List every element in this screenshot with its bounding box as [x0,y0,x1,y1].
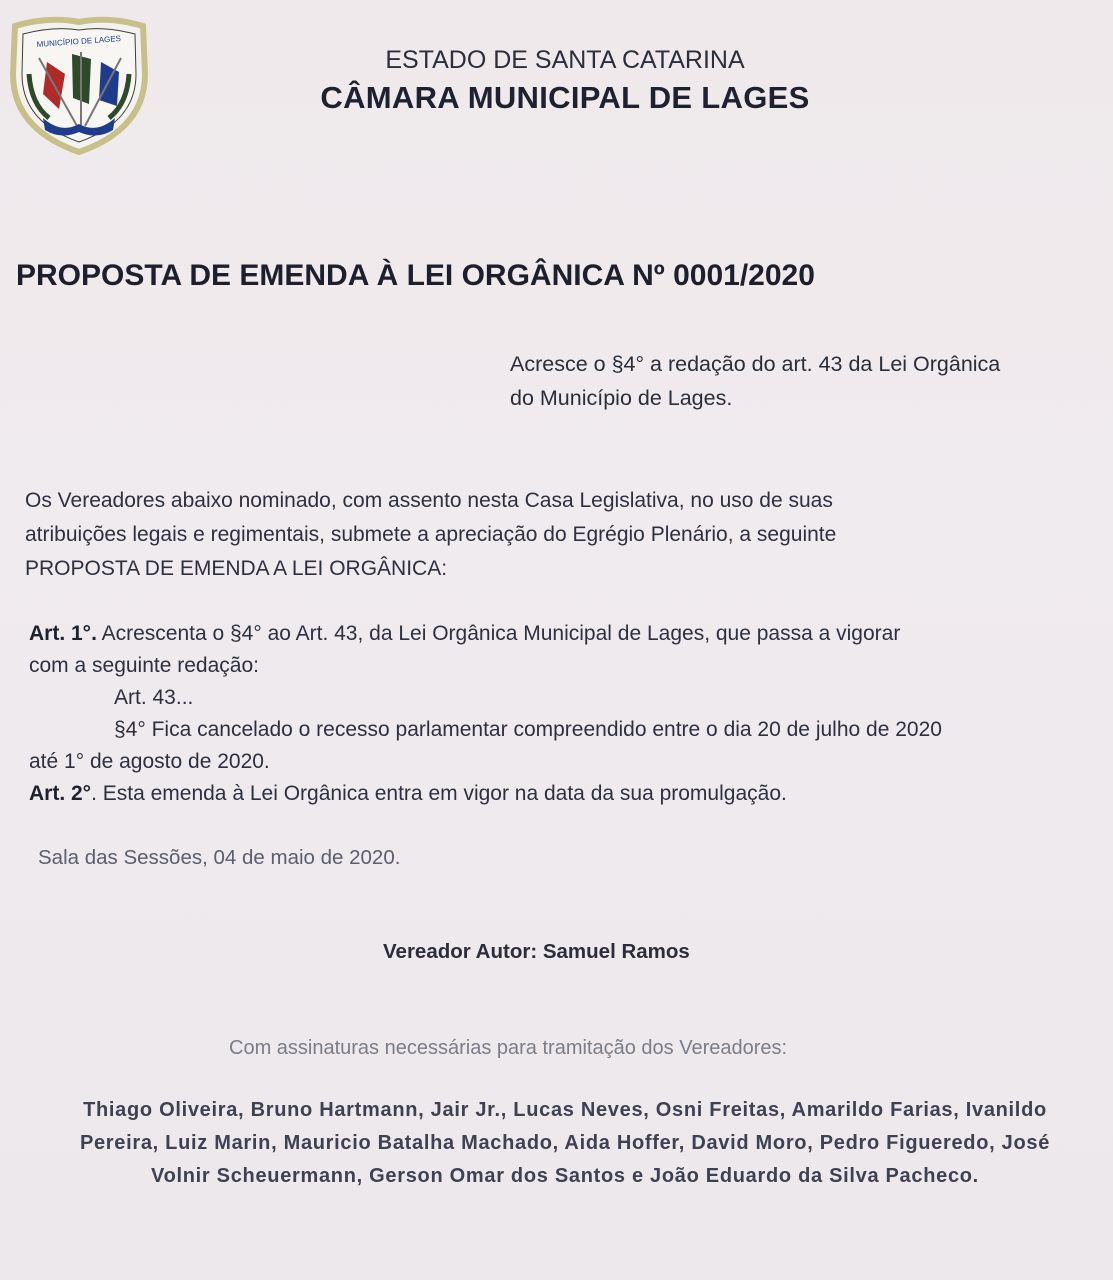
article-2-label: Art. 2° [29,782,92,805]
article-1-label: Art. 1°. [29,622,97,645]
ementa-line: Acresce o §4° a redação do art. 43 da Lei Orgânica [510,352,1001,376]
document-title: PROPOSTA DE EMENDA À LEI ORGÂNICA Nº 0001/2020 [16,259,815,292]
intro-line: atribuições legais e regimentais, submete a apreciação do Egrégio Plenário, a seguinte [25,523,837,546]
article-43-reference: Art. 43... [114,686,194,709]
ementa-line: do Município de Lages. [510,386,733,410]
articles-section [29,618,942,810]
state-name-header: ESTADO DE SANTA CATARINA [385,46,745,74]
signatures-intro: Com assinaturas necessárias para tramitação dos Vereadores: [229,1037,788,1059]
chamber-name-header: CÂMARA MUNICIPAL DE LAGES [320,80,810,115]
intro-line: PROPOSTA DE EMENDA A LEI ORGÂNICA: [25,557,448,580]
article-1 [29,618,942,650]
paragraph-4-text: §4° Fica cancelado o recesso parlamentar compreendido entre o dia 20 de julho de 2020 [114,718,942,741]
article-2 [29,778,942,810]
paragraph-4-continuation: até 1° de agosto de 2020. [29,750,270,773]
session-date: Sala das Sessões, 04 de maio de 2020. [38,846,401,869]
article-2-text: . Esta emenda à Lei Orgânica entra em vigor na data da sua promulgação. [91,782,787,805]
signatory-names: Thiago Oliveira, Bruno Hartmann, Jair Jr., Lucas Neves, Osni Freitas, Amarildo Farias, Ivanildo Pereira, Luiz Marin, Mauricio Batalha Machado, Aida Hoffer, David Moro, Pedro Figueredo, José Volnir Scheuermann, Gerson Omar dos Santos e João Eduardo da Silva Pacheco. [79,1099,1051,1187]
article-1-continuation: com a seguinte redação: [29,654,259,677]
article-1-text: Acrescenta o §4° ao Art. 43, da Lei Orgânica Municipal de Lages, que passa a vigorar [96,622,901,645]
intro-paragraph [25,484,836,586]
intro-line: Os Vereadores abaixo nominado, com assento nesta Casa Legislativa, no uso de suas [25,489,833,512]
svg-text:MUNICÍPIO DE LAGES: MUNICÍPIO DE LAGES [36,34,122,49]
author-line: Vereador Autor: Samuel Ramos [383,940,690,963]
ementa-summary [510,347,1000,415]
